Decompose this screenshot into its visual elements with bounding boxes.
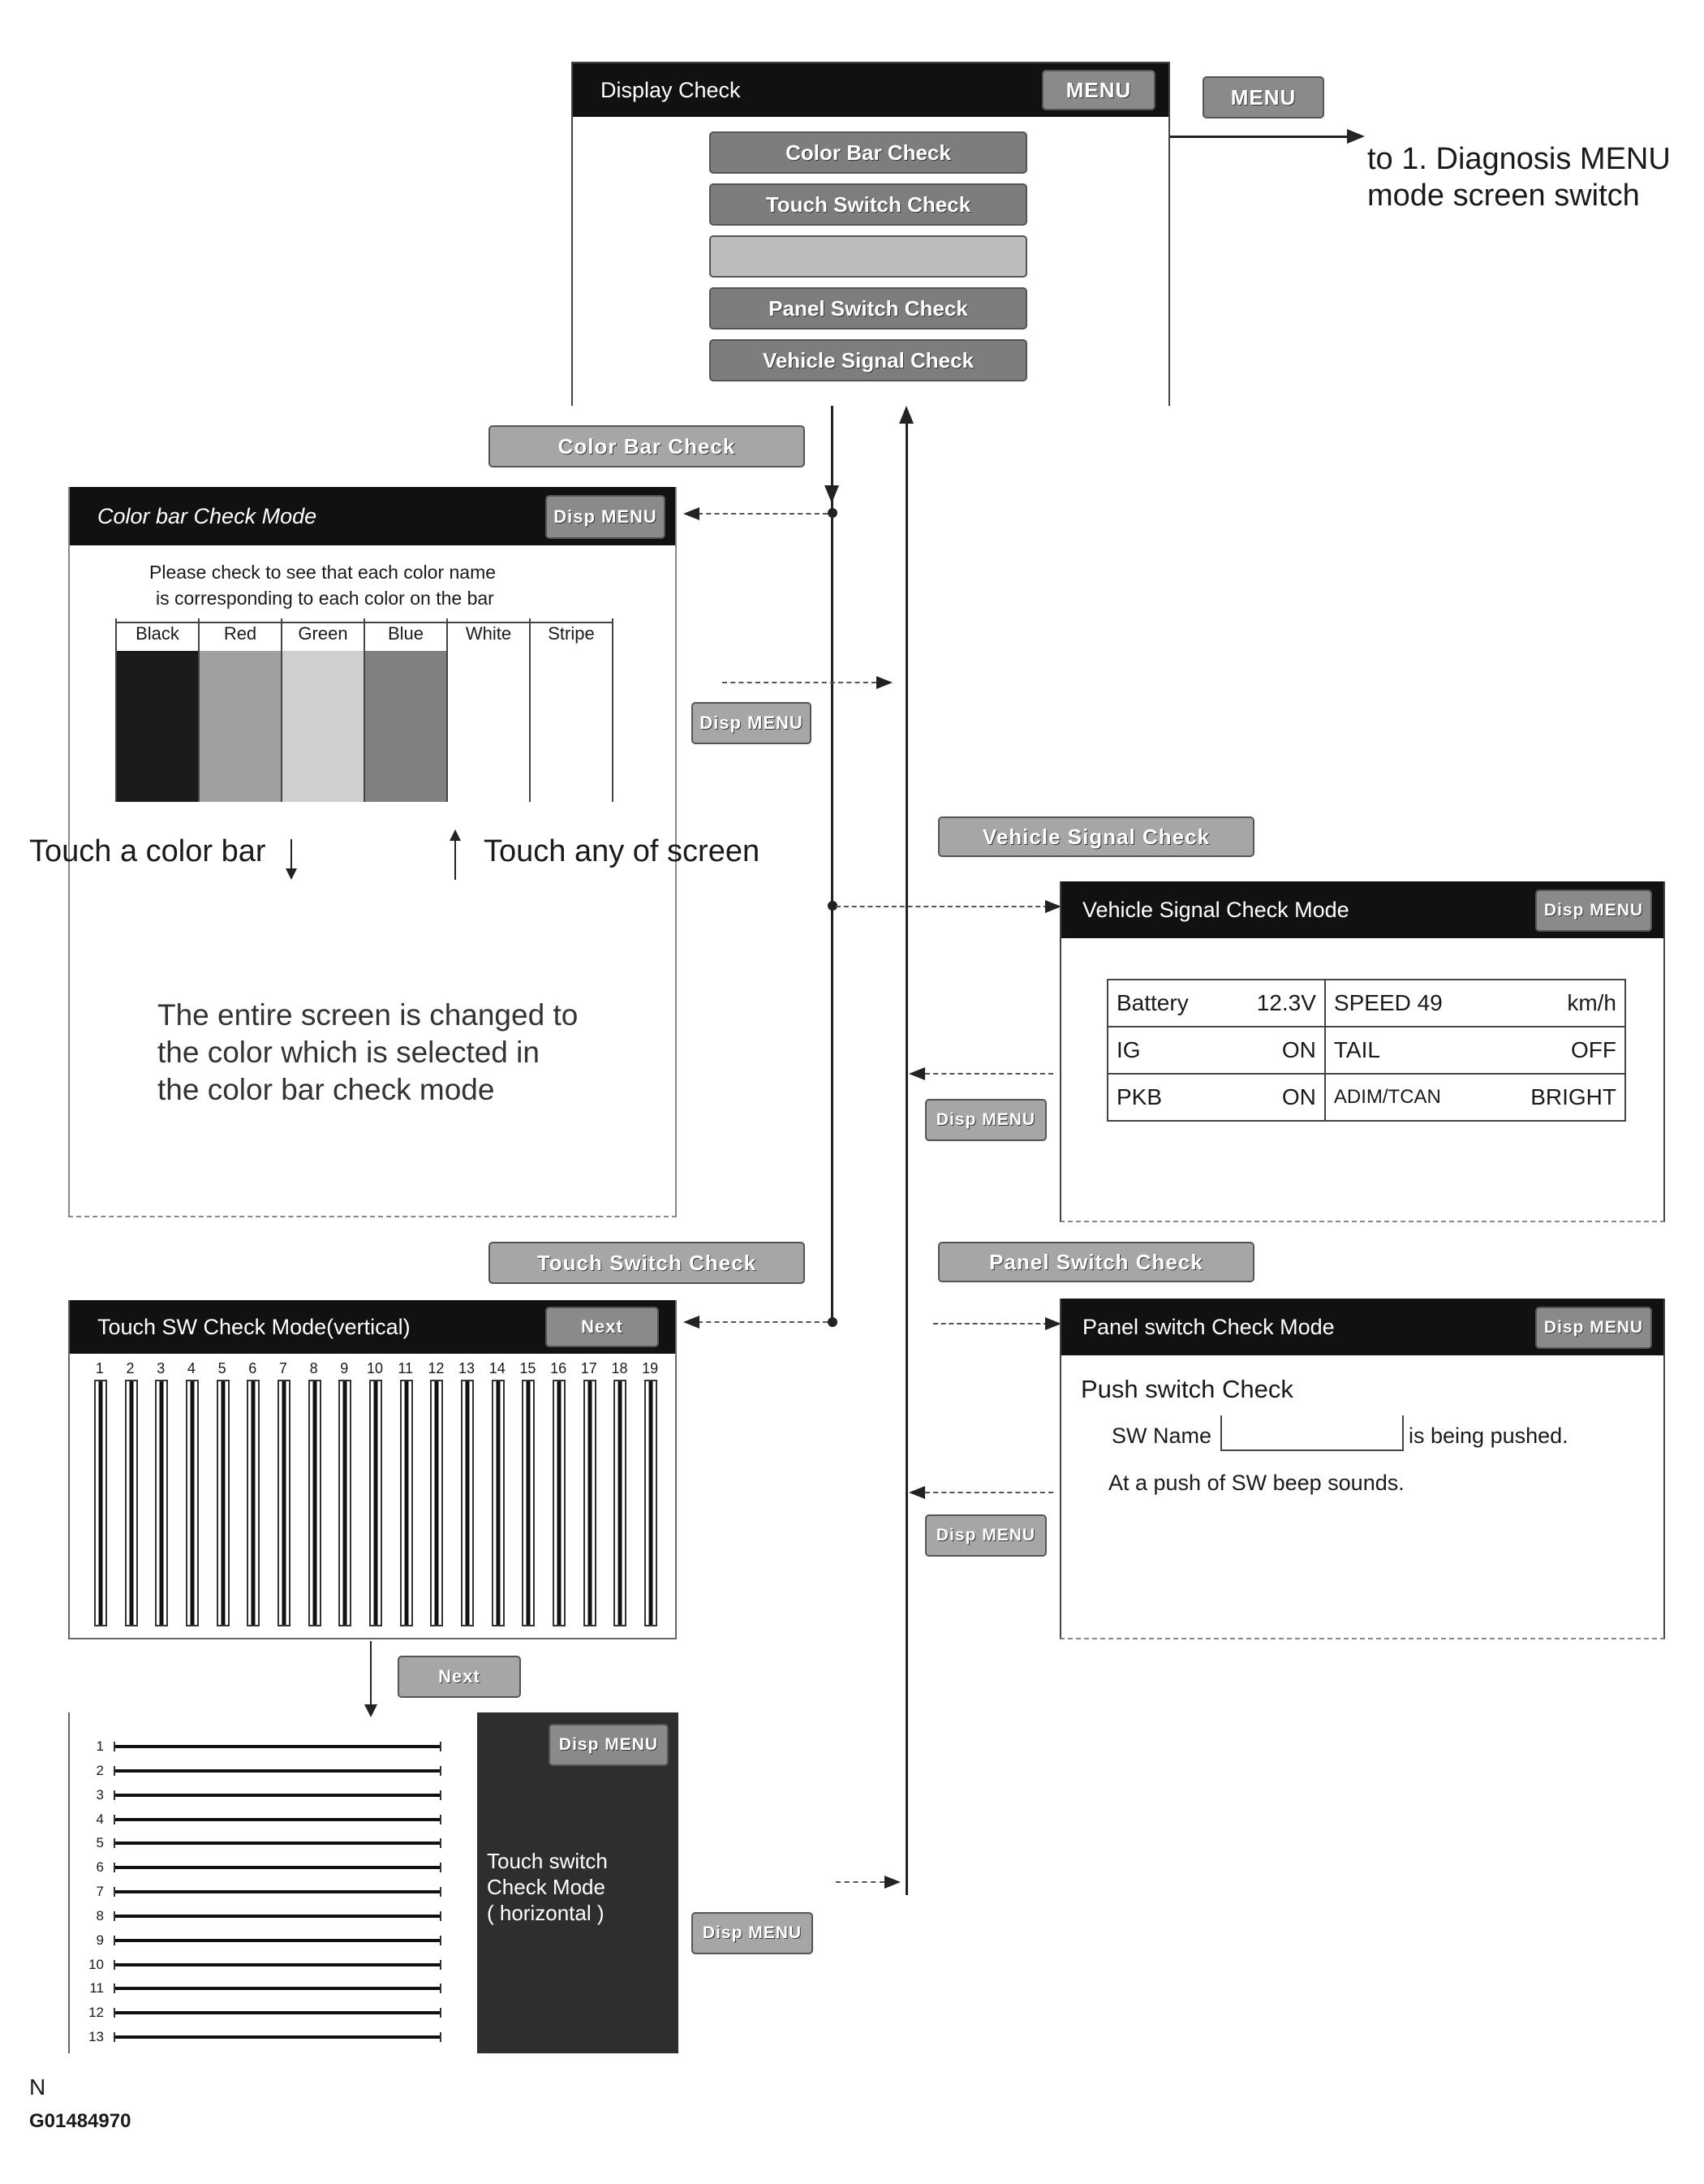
color-bar-arrow-line bbox=[698, 513, 828, 515]
sw-name-field bbox=[1220, 1415, 1404, 1451]
up-arrow-head bbox=[899, 406, 914, 424]
strip-row-label: 12 bbox=[88, 2005, 104, 2021]
panel-switch-arrow-head bbox=[1045, 1317, 1061, 1330]
vertical-strip[interactable] bbox=[125, 1380, 138, 1626]
vertical-strip[interactable] bbox=[553, 1380, 566, 1626]
color-bar-label: Black bbox=[117, 622, 198, 644]
vertical-strip[interactable] bbox=[278, 1380, 290, 1626]
horizontal-strip[interactable] bbox=[114, 1960, 441, 1970]
touch-any-arrow bbox=[454, 839, 456, 880]
strip-row-label: 3 bbox=[96, 1786, 104, 1803]
color-bar-side-disp-menu[interactable]: Disp MENU bbox=[691, 702, 811, 744]
strip-column-label: 6 bbox=[248, 1360, 257, 1376]
vertical-strip[interactable] bbox=[613, 1380, 626, 1626]
panel-switch-return-head bbox=[909, 1486, 925, 1499]
signal-cell: ON bbox=[1224, 1027, 1325, 1074]
vertical-strip[interactable] bbox=[186, 1380, 199, 1626]
vehicle-signal-return-line bbox=[925, 1073, 1053, 1075]
vehicle-signal-arrow-line bbox=[836, 906, 1048, 907]
color-bar-red[interactable] bbox=[200, 618, 282, 802]
horizontal-mode-line2: Check Mode bbox=[487, 1875, 605, 1899]
footer-letter: N bbox=[29, 2074, 46, 2100]
horizontal-strip[interactable] bbox=[114, 1984, 441, 1993]
horizontal-strip[interactable] bbox=[114, 1766, 441, 1776]
next-down-arrow bbox=[370, 1641, 372, 1708]
vehicle-signal-check-trigger[interactable]: Vehicle Signal Check bbox=[938, 816, 1254, 857]
down-arrow-head bbox=[824, 485, 839, 503]
strip-row-label: 11 bbox=[89, 1980, 104, 1997]
vehicle-signal-return-head bbox=[909, 1067, 925, 1080]
entire-screen-line1: The entire screen is changed to bbox=[157, 998, 579, 1032]
beep-label: At a push of SW beep sounds. bbox=[1108, 1471, 1405, 1495]
menu-item-touch-switch-check[interactable]: Touch Switch Check bbox=[709, 183, 1027, 226]
strip-column-label: 7 bbox=[278, 1360, 287, 1376]
horizontal-strip[interactable] bbox=[114, 1863, 441, 1872]
strip-row-label: 5 bbox=[96, 1835, 104, 1851]
strip-column-label: 4 bbox=[187, 1360, 196, 1376]
signal-cell: ON bbox=[1224, 1074, 1325, 1121]
vertical-strip[interactable] bbox=[94, 1380, 107, 1626]
touch-switch-return-line bbox=[836, 1881, 884, 1883]
signal-row bbox=[1108, 980, 1625, 1027]
vehicle-signal-title: Vehicle Signal Check Mode bbox=[1082, 897, 1349, 922]
touch-switch-return-head bbox=[884, 1876, 901, 1889]
color-bar-disp-menu-button[interactable]: Disp MENU bbox=[545, 495, 665, 539]
horizontal-mode-line1: Touch switch bbox=[487, 1849, 608, 1873]
sw-name-label: SW Name bbox=[1112, 1424, 1212, 1448]
vehicle-signal-table bbox=[1107, 979, 1626, 1122]
horizontal-side-panel bbox=[477, 1712, 678, 2053]
strip-row-label: 8 bbox=[96, 1907, 104, 1923]
color-bar-black[interactable] bbox=[117, 618, 200, 802]
vertical-strip[interactable] bbox=[400, 1380, 413, 1626]
display-check-menu-button[interactable]: MENU bbox=[1042, 70, 1155, 110]
vertical-strip[interactable] bbox=[369, 1380, 382, 1626]
color-bar-label: Blue bbox=[365, 622, 446, 644]
panel-switch-screen bbox=[1060, 1299, 1665, 1639]
vertical-strip[interactable] bbox=[461, 1380, 474, 1626]
signal-cell: TAIL bbox=[1325, 1027, 1490, 1074]
vertical-strip[interactable] bbox=[522, 1380, 535, 1626]
color-bar-swatch[interactable] bbox=[448, 651, 529, 802]
signal-row bbox=[1108, 1074, 1625, 1121]
signal-cell: Battery bbox=[1108, 980, 1224, 1027]
menu-label-button[interactable]: MENU bbox=[1203, 76, 1324, 118]
entire-screen-line3: the color bar check mode bbox=[157, 1073, 495, 1106]
strip-row-label: 7 bbox=[96, 1884, 104, 1900]
vehicle-signal-side-disp-menu[interactable]: Disp MENU bbox=[925, 1099, 1047, 1141]
touch-sw-title: Touch SW Check Mode(vertical) bbox=[97, 1314, 411, 1339]
horizontal-strip[interactable] bbox=[114, 1815, 441, 1824]
strip-row-label: 2 bbox=[96, 1762, 104, 1778]
menu-item-obscured[interactable] bbox=[709, 235, 1027, 278]
horizontal-strip[interactable] bbox=[114, 1936, 441, 1945]
vehicle-signal-arrow-head bbox=[1045, 900, 1061, 913]
strip-column-label: 3 bbox=[157, 1360, 166, 1376]
color-bar-instruction-2: is corresponding to each color on the bar bbox=[156, 588, 494, 609]
vertical-strip[interactable] bbox=[338, 1380, 351, 1626]
menu-item-color-bar-check[interactable]: Color Bar Check bbox=[709, 131, 1027, 174]
display-check-screen bbox=[571, 62, 1170, 406]
horizontal-strip[interactable] bbox=[114, 1742, 441, 1751]
panel-switch-arrow-line bbox=[933, 1323, 1048, 1325]
footer-code: G01484970 bbox=[29, 2110, 131, 2132]
signal-cell: km/h bbox=[1490, 980, 1625, 1027]
vertical-strip[interactable] bbox=[644, 1380, 657, 1626]
signal-cell: IG bbox=[1108, 1027, 1224, 1074]
strip-row-label: 1 bbox=[96, 1738, 104, 1754]
touch-any-arrow-head bbox=[450, 829, 461, 841]
strip-column-label: 9 bbox=[340, 1360, 349, 1376]
touch-bar-arrow-head bbox=[286, 868, 297, 880]
strip-row-label: 4 bbox=[96, 1811, 104, 1827]
horizontal-disp-menu-button[interactable]: Disp MENU bbox=[549, 1724, 669, 1766]
strip-row-label: 9 bbox=[96, 1932, 104, 1948]
vertical-strip[interactable] bbox=[492, 1380, 505, 1626]
color-bar-instruction-1: Please check to see that each color name bbox=[149, 562, 497, 583]
menu-note-line1: to 1. Diagnosis MENU bbox=[1367, 142, 1671, 176]
strip-column-label: 13 bbox=[458, 1360, 475, 1376]
entire-screen-line2: the color which is selected in bbox=[157, 1036, 540, 1069]
junction-dot-3 bbox=[828, 1317, 837, 1327]
color-bar-stripe[interactable] bbox=[531, 618, 613, 802]
color-bar-swatch[interactable] bbox=[117, 651, 198, 802]
strip-column-label: 18 bbox=[611, 1360, 628, 1376]
panel-switch-title: Panel switch Check Mode bbox=[1082, 1314, 1335, 1339]
signal-cell: 12.3V bbox=[1224, 980, 1325, 1027]
horizontal-strip[interactable] bbox=[114, 1838, 441, 1848]
horizontal-strip[interactable] bbox=[114, 1790, 441, 1800]
touch-sw-vertical-screen bbox=[68, 1300, 677, 1639]
strip-column-label: 17 bbox=[580, 1360, 597, 1376]
color-bar-return-head bbox=[876, 676, 893, 689]
display-check-title: Display Check bbox=[600, 77, 741, 102]
menu-item-panel-switch-check[interactable]: Panel Switch Check bbox=[709, 287, 1027, 330]
push-switch-heading: Push switch Check bbox=[1081, 1375, 1293, 1403]
horizontal-strip[interactable] bbox=[114, 1887, 441, 1897]
color-bar-label: Green bbox=[282, 622, 364, 644]
vehicle-signal-screen bbox=[1060, 881, 1665, 1222]
color-bar-label: White bbox=[448, 622, 529, 644]
strip-column-label: 12 bbox=[428, 1360, 445, 1376]
signal-cell: PKB bbox=[1108, 1074, 1224, 1121]
touch-bar-arrow bbox=[290, 839, 292, 868]
touch-sw-next-button[interactable]: Next bbox=[545, 1307, 659, 1347]
vertical-strip[interactable] bbox=[155, 1380, 168, 1626]
color-bar-white[interactable] bbox=[448, 618, 531, 802]
down-connector bbox=[831, 406, 833, 1323]
color-bar-title: Color bar Check Mode bbox=[97, 503, 317, 528]
strip-row-label: 13 bbox=[88, 2029, 104, 2045]
strip-column-label: 8 bbox=[309, 1360, 318, 1376]
signal-cell: BRIGHT bbox=[1490, 1074, 1625, 1121]
color-bar-blue[interactable] bbox=[365, 618, 448, 802]
signal-cell: SPEED 49 bbox=[1325, 980, 1490, 1027]
vertical-strips bbox=[84, 1360, 665, 1628]
signal-row bbox=[1108, 1027, 1625, 1074]
color-bar-check-trigger[interactable]: Color Bar Check bbox=[488, 425, 805, 467]
strip-row-label: 6 bbox=[96, 1859, 104, 1876]
touch-switch-side-disp-menu[interactable]: Disp MENU bbox=[691, 1912, 813, 1954]
menu-arrow-line bbox=[1170, 136, 1349, 138]
color-bar-swatch[interactable] bbox=[365, 651, 446, 802]
vehicle-signal-disp-menu-button[interactable]: Disp MENU bbox=[1535, 890, 1652, 932]
touch-switch-arrow-head bbox=[683, 1316, 699, 1329]
vertical-strip[interactable] bbox=[217, 1380, 230, 1626]
strip-column-label: 14 bbox=[488, 1360, 506, 1376]
horizontal-strip[interactable] bbox=[114, 2032, 441, 2042]
strip-column-label: 15 bbox=[519, 1360, 536, 1376]
strip-column-label: 10 bbox=[366, 1360, 383, 1376]
horizontal-mode-line3: ( horizontal ) bbox=[487, 1901, 605, 1925]
touch-sw-horizontal-screen bbox=[68, 1712, 678, 2053]
signal-cell: OFF bbox=[1490, 1027, 1625, 1074]
color-bar-label: Stripe bbox=[531, 622, 612, 644]
strip-column-label: 1 bbox=[95, 1360, 104, 1376]
horizontal-strips bbox=[81, 1737, 471, 2052]
panel-switch-disp-menu-button[interactable]: Disp MENU bbox=[1535, 1307, 1652, 1349]
vertical-strip[interactable] bbox=[308, 1380, 321, 1626]
touch-switch-check-trigger[interactable]: Touch Switch Check bbox=[488, 1242, 805, 1284]
color-bar-swatch[interactable] bbox=[282, 651, 364, 802]
strip-column-label: 16 bbox=[550, 1360, 567, 1376]
menu-item-vehicle-signal-check[interactable]: Vehicle Signal Check bbox=[709, 339, 1027, 381]
color-bar-arrow-head bbox=[683, 507, 699, 520]
color-bar-swatch[interactable] bbox=[531, 651, 612, 802]
being-pushed-label: is being pushed. bbox=[1409, 1424, 1568, 1448]
touch-any-label: Touch any of screen bbox=[484, 834, 760, 868]
panel-switch-return-line bbox=[925, 1492, 1053, 1493]
strip-row-label: 10 bbox=[88, 1956, 104, 1972]
panel-switch-check-trigger[interactable]: Panel Switch Check bbox=[938, 1242, 1254, 1282]
signal-cell: ADIM/TCAN bbox=[1325, 1074, 1490, 1121]
vertical-strip[interactable] bbox=[583, 1380, 596, 1626]
touch-color-bar-label: Touch a color bar bbox=[29, 834, 266, 868]
color-bar-label: Red bbox=[200, 622, 281, 644]
touch-switch-arrow-line bbox=[698, 1321, 828, 1323]
vertical-strip[interactable] bbox=[247, 1380, 260, 1626]
menu-arrow-head bbox=[1347, 129, 1365, 144]
strip-column-label: 19 bbox=[642, 1360, 659, 1376]
vertical-strip[interactable] bbox=[430, 1380, 443, 1626]
panel-switch-side-disp-menu[interactable]: Disp MENU bbox=[925, 1514, 1047, 1557]
junction-dot-1 bbox=[828, 508, 837, 518]
menu-note-line2: mode screen switch bbox=[1367, 179, 1640, 213]
up-connector bbox=[906, 410, 908, 1895]
color-bar-swatch[interactable] bbox=[200, 651, 281, 802]
horizontal-strip[interactable] bbox=[114, 1911, 441, 1921]
horizontal-strip[interactable] bbox=[114, 2008, 441, 2018]
strip-column-label: 5 bbox=[217, 1360, 226, 1376]
strip-column-label: 11 bbox=[398, 1360, 413, 1376]
strip-column-label: 2 bbox=[126, 1360, 135, 1376]
color-bar-row bbox=[115, 618, 620, 802]
color-bar-return-line bbox=[722, 682, 876, 683]
color-bar-green[interactable] bbox=[282, 618, 365, 802]
next-label-button[interactable]: Next bbox=[398, 1656, 521, 1698]
